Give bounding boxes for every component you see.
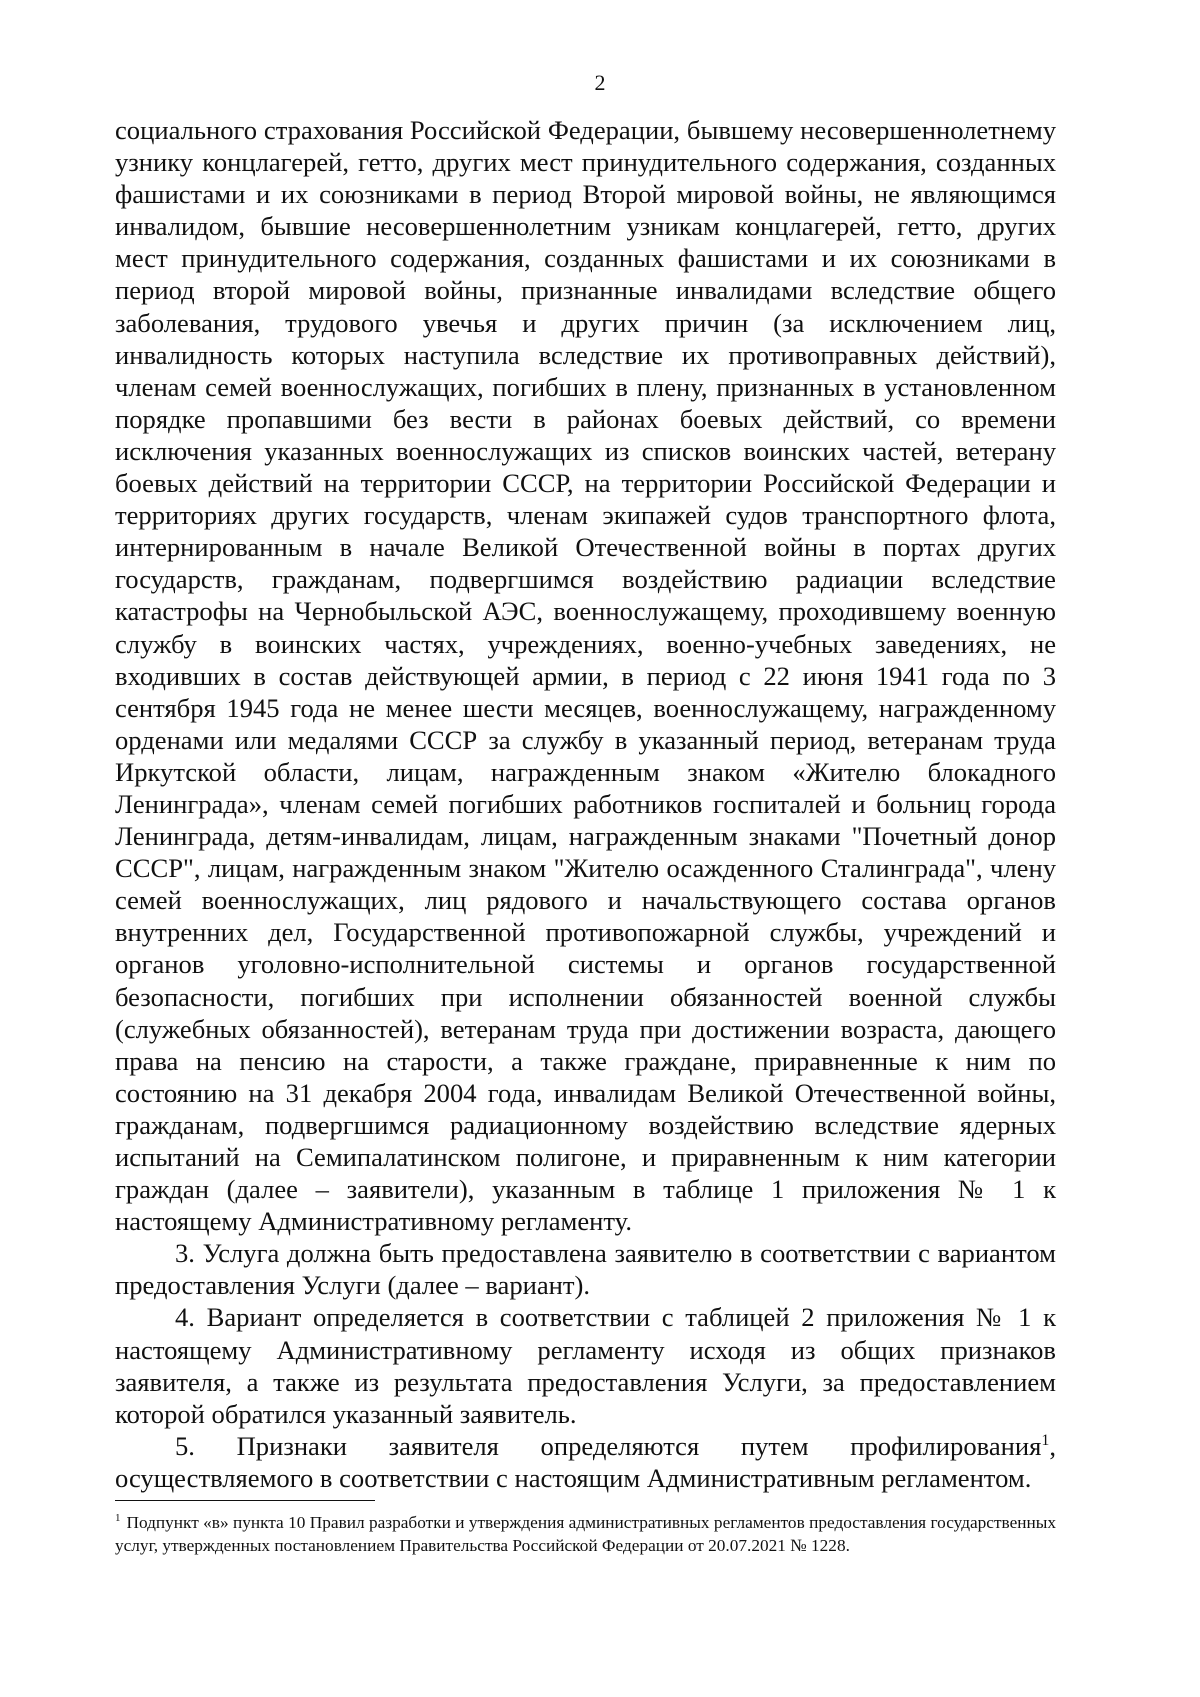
footnote-mark: 1: [115, 1512, 121, 1525]
paragraph-5-continuation: , осуществляемого в соответствии с настоящим Административным регламентом.: [115, 1430, 1056, 1493]
paragraph-4: 4. Вариант определяется в соответствии с таблицей 2 приложения № 1 к настоящему Административному регламенту исходя из общих признаков заявителя, а также из результата предоставления Услуги, за предоставлением которой обратился указанный заявитель.: [115, 1302, 1056, 1429]
paragraph-3: 3. Услуга должна быть предоставлена заявителю в соответствии с вариантом предоставления Услуги (далее – вариант).: [115, 1238, 1056, 1301]
paragraph-applicants-list: социального страхования Российской Федерации, бывшему несовершеннолетнему узнику концлагерей, гетто, других мест принудительного содержания, созданных фашистами и их союзниками в период Второй мировой войны, не являющимся инвалидом, бывшие несовершеннолетним узникам концлагерей, гетто, других мест принудительного содержания, созданных фашистами и их союзниками в период второй мировой войны, признанные инвалидами вследствие общего заболевания, трудового увечья и других причин (за исключением лиц, инвалидность которых наступила вследствие их противоправных действий), членам семей военнослужащих, погибших в плену, признанных в установленном порядке пропавшими без вести в районах боевых действий, со времени исключения указанных военнослужащих из списков воинских частей, ветерану боевых действий на территории СССР, на территории Российской Федерации и территориях других государств, членам экипажей судов транспортного флота, интернированным в начале Великой Отечественной войны в портах других государств, гражданам, подвергшимся воздействию радиации вследствие катастрофы на Чернобыльской АЭС, военнослужащему, проходившему военную службу в воинских частях, учреждениях, военно-учебных заведениях, не входивших в состав действующей армии, в период с 22 июня 1941 года по 3 сентября 1945 года не менее шести месяцев, военнослужащему, награжденному орденами или медалями СССР за службу в указанный период, ветеранам труда Иркутской области, лицам, награжденным знаком «Жителю блокадного Ленинграда», членам семей погибших работников госпиталей и больниц города Ленинграда, детям-инвалидам, лицам, награжденным знаками "Почетный донор СССР", лицам, награжденным знаком "Жителю осажденного Сталинграда", члену семей военнослужащих, лиц рядового и начальствующего состава органов внутренних дел, Государственной противопожарной службы, учреждений и органов уголовно-исполнительной системы и органов государственной безопасности, погибших при исполнении обязанностей военной службы (служебных обязанностей), ветеранам труда при достижении возраста, дающего права на пенсию на старости, а также граждане, приравненные к ним по состоянию на 31 декабря 2004 года, инвалидам Великой Отечественной войны, гражданам, подвергшимся радиационному воздействию вследствие ядерных испытаний на Семипалатинском полигоне, и приравненным к ним категории граждан (далее – заявители), указанным в таблице 1 приложения № 1 к настоящему Административному регламенту.: [115, 115, 1056, 1237]
footnote-separator: [115, 1500, 375, 1501]
page-number: 2: [594, 70, 606, 95]
paragraph-5-text: 5. Признаки заявителя определяются путем профилирования: [175, 1430, 1042, 1461]
footnote-text: Подпункт «в» пункта 10 Правил разработки и утверждения административных регламентов предоставления государственных услуг, утвержденных постановлением Правительства Российской Федерации от 20.07.2021 № 1228.: [115, 1513, 1056, 1555]
footnote-reference[interactable]: 1: [1041, 1431, 1050, 1449]
document-body: [115, 114, 1056, 1494]
paragraph-5: [115, 1430, 1056, 1494]
footnote: [115, 1512, 1056, 1557]
